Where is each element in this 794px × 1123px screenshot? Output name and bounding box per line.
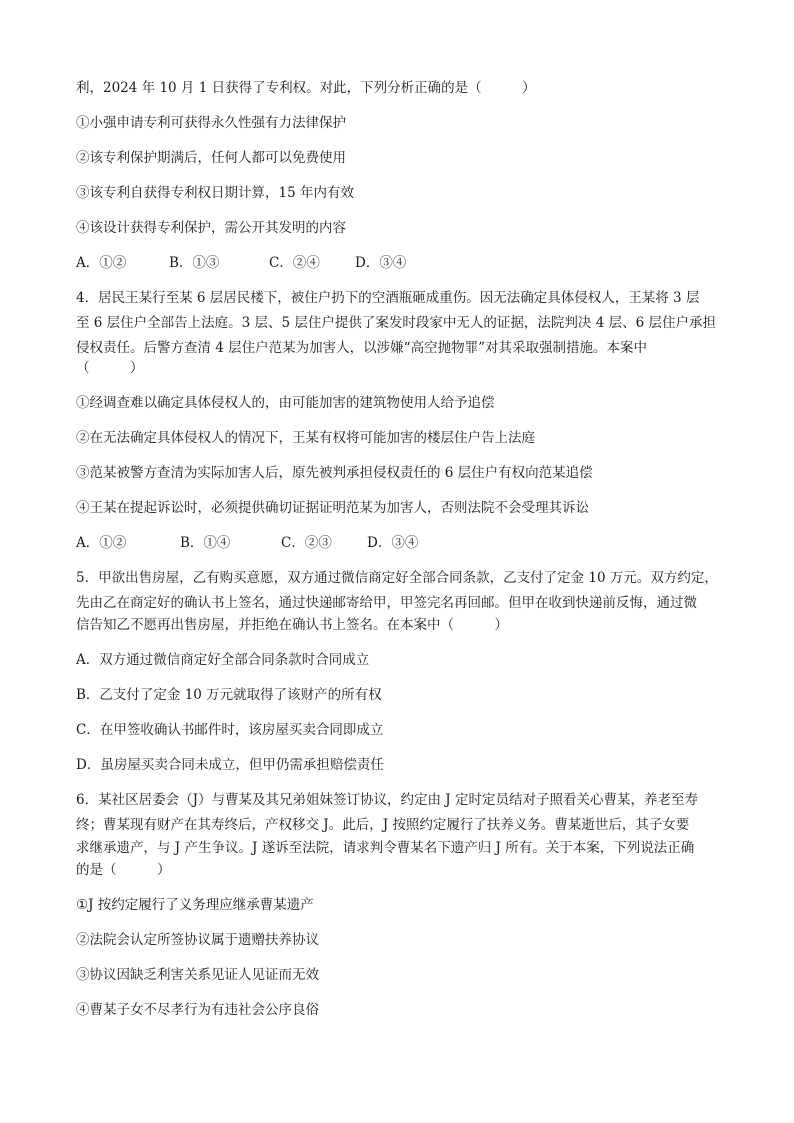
q4-item-4: ④王某在提起诉讼时，必须提供确切证据证明范某为加害人，否则法院不会受理其诉讼 — [76, 500, 589, 516]
q5-option-d: D．虽房屋买卖合同未成立，但甲仍需承担赔偿责任 — [76, 757, 384, 773]
q6-stem-line-2: 终；曹某现有财产在其寿终后，产权移交 J。此后，J 按照约定履行了扶养义务。曹某逝世后，其子女要 — [76, 817, 690, 833]
q4-option-a: A．①② — [76, 535, 127, 551]
q4-item-1: ①经调查难以确定具体侵权人的，由可能加害的建筑物使用人给予追偿 — [76, 395, 495, 411]
q4-stem-line-4: （ ） — [76, 360, 144, 376]
q5-stem-line-2: 先由乙在商定好的确认书上签名，通过快递邮寄给甲，甲签完名再回邮。但甲在收到快递前反悔，通过微 — [76, 595, 697, 611]
q4-option-c: C．②③ — [281, 535, 332, 551]
q4-stem-line-3: 侵权责任。后警方查清 4 层住户范某为加害人，以涉嫌“高空抛物罪”对其采取强制措施。本案中 — [76, 340, 647, 356]
q3-option-b: B．①③ — [169, 255, 220, 271]
q6-item-4: ④曹某子女不尽孝行为有违社会公序良俗 — [76, 1002, 319, 1018]
q6-item-1: ①J 按约定履行了义务理应继承曹某遗产 — [76, 897, 314, 913]
q3-item-3: ③该专利自获得专利权日期计算，15 年内有效 — [76, 185, 354, 201]
q3-option-a: A．①② — [76, 255, 127, 271]
q3-option-c: C．②④ — [269, 255, 320, 271]
q6-stem-line-1: 6．某社区居委会（J）与曹某及其兄弟姐妹签订协议，约定由 J 定时定员结对子照看关心曹某，养老至寿 — [76, 792, 698, 808]
q4-stem-line-1: 4．居民王某行至某 6 层居民楼下，被住户扔下的空酒瓶砸成重伤。因无法确定具体侵权人，王某将 3 层 — [76, 290, 700, 306]
q5-stem-line-1: 5．甲欲出售房屋，乙有购买意愿，双方通过微信商定好全部合同条款，乙支付了定金 10 万元。双方约定， — [76, 570, 718, 586]
q3-item-2: ②该专利保护期满后，任何人都可以免费使用 — [76, 150, 346, 166]
q5-option-c: C．在甲签收确认书邮件时，该房屋买卖合同即成立 — [76, 722, 384, 738]
q3-option-d: D．③④ — [355, 255, 407, 271]
q3-options — [76, 253, 406, 273]
q4-item-2: ②在无法确定具体侵权人的情况下，王某有权将可能加害的楼层住户告上法庭 — [76, 430, 535, 446]
q6-stem-line-3: 求继承遗产，与 J 产生争议。J 遂诉至法院，请求判令曹某名下遗产归 J 所有。关于本案，下列说法正确 — [76, 840, 695, 856]
q5-stem-line-3: 信告知乙不愿再出售房屋，并拒绝在确认书上签名。在本案中（ ） — [76, 617, 508, 633]
q4-options — [76, 533, 418, 553]
q4-option-d: D．③④ — [367, 535, 419, 551]
q6-stem-line-4: 的是（ ） — [76, 862, 171, 878]
q4-stem-line-2: 至 6 层住户全部告上法庭。3 层、5 层住户提供了案发时段家中无人的证据，法院判决 4 层、6 层住户承担 — [76, 315, 716, 331]
q5-option-b: B．乙支付了定金 10 万元就取得了该财产的所有权 — [76, 687, 382, 703]
q4-item-3: ③范某被警方查清为实际加害人后，原先被判承担侵权责任的 6 层住户有权向范某追偿 — [76, 465, 593, 481]
q6-item-3: ③协议因缺乏利害关系见证人见证而无效 — [76, 967, 319, 983]
q5-option-a: A．双方通过微信商定好全部合同条款时合同成立 — [76, 652, 370, 668]
q4-option-b: B．①④ — [180, 535, 231, 551]
q3-stem-tail: 利，2024 年 10 月 1 日获得了专利权。对此，下列分析正确的是（ ） — [76, 80, 536, 96]
q3-item-1: ①小强申请专利可获得永久性强有力法律保护 — [76, 115, 346, 131]
q3-item-4: ④该设计获得专利保护，需公开其发明的内容 — [76, 220, 346, 236]
q6-item-2: ②法院会认定所签协议属于遗赠扶养协议 — [76, 932, 319, 948]
